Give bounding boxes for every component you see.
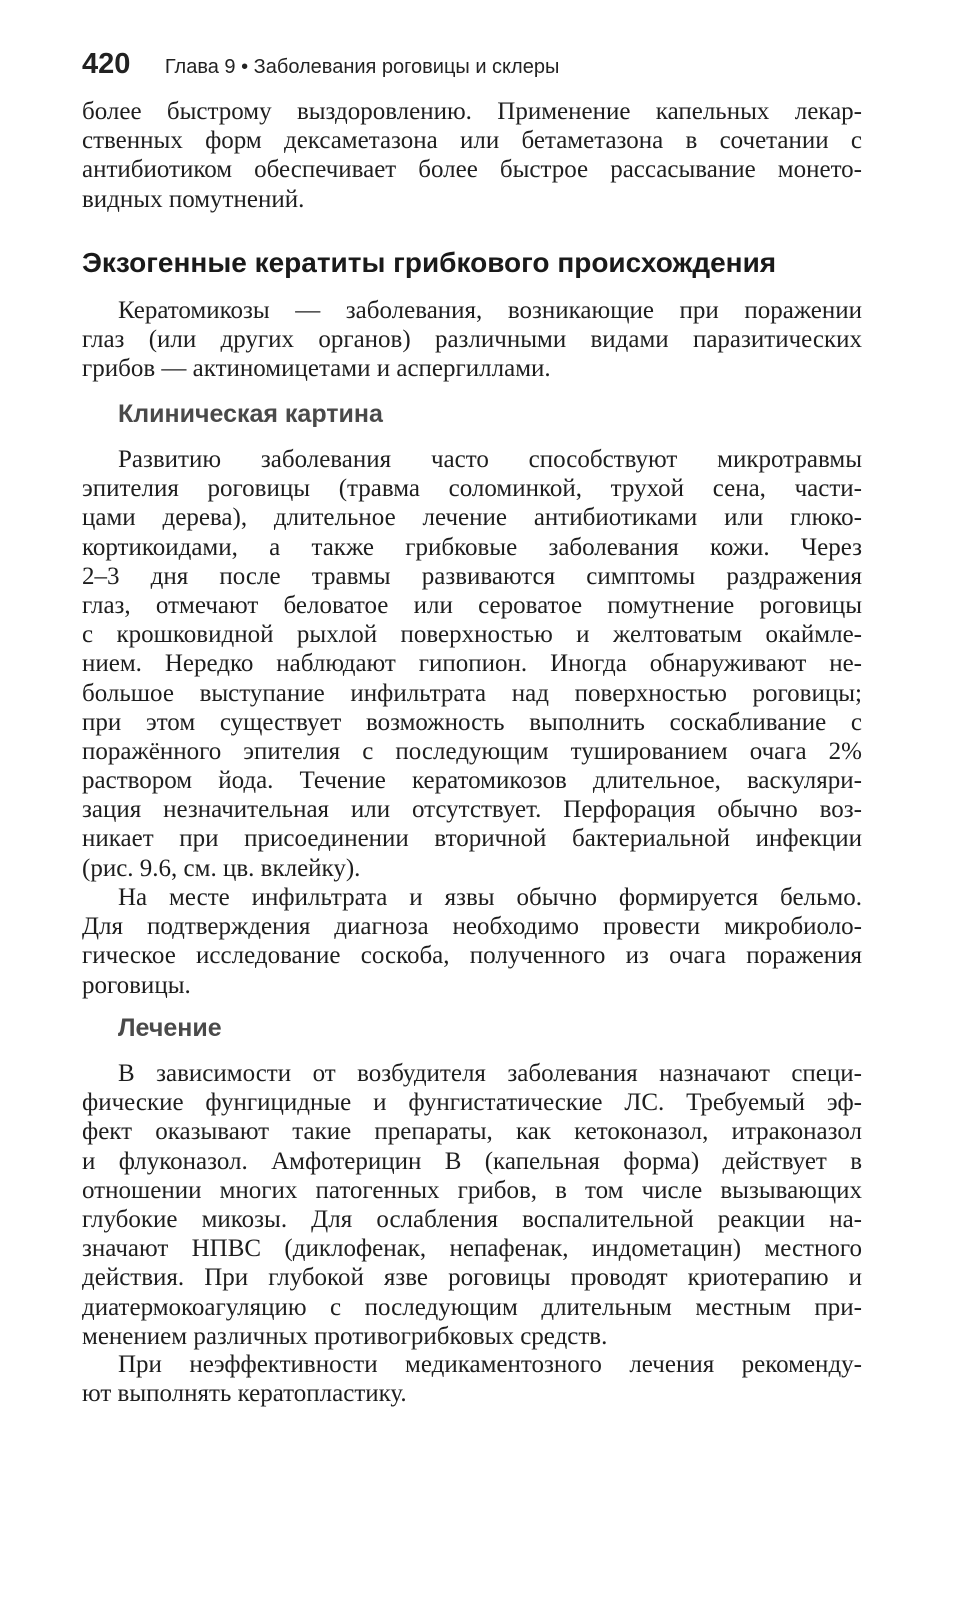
- text-line: Развитию заболевания часто способствуют микротравмы: [118, 446, 862, 473]
- text-line: роговицы.: [82, 971, 191, 999]
- text-line: эпителия роговицы (травма соломинкой, трухой сена, части-: [82, 475, 862, 503]
- clinical-paragraph-1: [82, 445, 862, 883]
- running-head: [82, 48, 882, 88]
- treatment-paragraph-2: [82, 1350, 862, 1408]
- text-line: менением различных противогрибковых средств.: [82, 1322, 608, 1350]
- text-line: раствором йода. Течение кератомикозов длительное, васкуляри-: [82, 767, 862, 795]
- subsection-title-treatment: Лечение: [118, 1014, 222, 1042]
- text-line: фект оказывают такие препараты, как кетоконазол, итраконазол: [82, 1118, 862, 1146]
- text-line: кортикоидами, а также грибковые заболевания кожи. Через: [82, 533, 862, 561]
- text-line: нием. Нередко наблюдают гипопион. Иногда обнаруживают не-: [82, 650, 862, 678]
- text-line: Кератомикозы — заболевания, возникающие при поражении: [118, 297, 862, 324]
- text-line: более быстрому выздоровлению. Применение капельных лекар-: [82, 98, 862, 125]
- text-line: На месте инфильтрата и язвы обычно формируется бельмо.: [118, 884, 862, 911]
- text-line: гическое исследование соскоба, полученного из очага поражения: [82, 942, 862, 970]
- text-line: отношении многих патогенных грибов, в том числе вызывающих: [82, 1176, 862, 1204]
- text-line: никает при присоединении вторичной бактериальной инфекции: [82, 825, 862, 853]
- treatment-paragraph-1: [82, 1059, 862, 1351]
- text-line: зация незначительная или отсутствует. Перфорация обычно воз-: [82, 796, 862, 824]
- intro-paragraph: [82, 97, 862, 214]
- text-line: глубокие микозы. Для ослабления воспалительной реакции на-: [82, 1205, 862, 1233]
- text-line: цами дерева), длительное лечение антибиотиками или глюко-: [82, 504, 862, 532]
- text-line: при этом существует возможность выполнить соскабливание с: [82, 708, 862, 736]
- text-line: глаз (или других органов) различными видами паразитических: [82, 326, 862, 354]
- section-title: Экзогенные кератиты грибкового происхождения: [82, 247, 777, 278]
- chapter-title: Глава 9 • Заболевания роговицы и склеры: [164, 56, 560, 78]
- text-line: (рис. 9.6, см. цв. вклейку).: [82, 854, 361, 882]
- text-line: В зависимости от возбудителя заболевания назначают специ-: [118, 1060, 862, 1087]
- text-line: глаз, отмечают беловатое или сероватое помутнение роговицы: [82, 591, 862, 619]
- subsection-title-clinical: Клиническая картина: [118, 400, 383, 428]
- text-line: антибиотиком обеспечивает более быстрое рассасывание монето-: [82, 156, 862, 184]
- text-line: 2–3 дня после травмы развиваются симптомы раздражения: [82, 562, 862, 590]
- page-number: 420: [82, 48, 131, 80]
- text-line: большое выступание инфильтрата над поверхностью роговицы;: [82, 679, 862, 707]
- text-line: значают НПВС (диклофенак, непафенак, индометацин) местного: [82, 1235, 862, 1263]
- text-line: и флуконазол. Амфотерицин B (капельная форма) действует в: [82, 1147, 862, 1175]
- text-line: ственных форм дексаметазона или бетаметазона в сочетании с: [82, 127, 862, 155]
- definition-paragraph: [82, 296, 862, 384]
- text-line: грибов — актиномицетами и аспергиллами.: [82, 355, 551, 383]
- text-line: действия. При глубокой язве роговицы проводят криотерапию и: [82, 1264, 862, 1292]
- text-line: фические фунгицидные и фунгистатические ЛС. Требуемый эф-: [82, 1089, 862, 1117]
- text-line: диатермокоагуляцию с последующим длительным местным при-: [82, 1293, 862, 1321]
- text-line: видных помутнений.: [82, 185, 305, 213]
- clinical-paragraph-2: [82, 883, 862, 1000]
- text-line: с крошковидной рыхлой поверхностью и желтоватым окаймле-: [82, 621, 862, 649]
- text-line: При неэффективности медикаментозного лечения рекоменду-: [118, 1351, 862, 1378]
- text-line: поражённого эпителия с последующим тушированием очага 2%: [82, 737, 862, 765]
- text-line: ют выполнять кератопластику.: [82, 1380, 407, 1408]
- text-line: Для подтверждения диагноза необходимо провести микробиоло-: [82, 913, 862, 941]
